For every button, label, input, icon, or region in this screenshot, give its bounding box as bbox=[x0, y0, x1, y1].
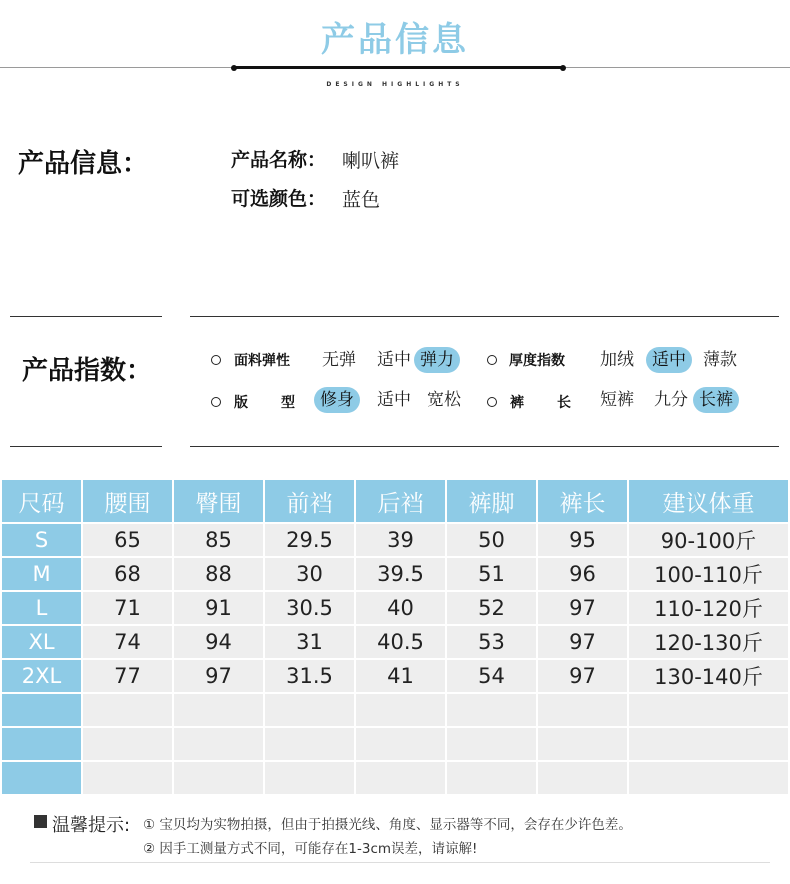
table-cell: 50 bbox=[447, 524, 536, 556]
empty-cell bbox=[265, 762, 354, 794]
table-cell: 77 bbox=[83, 660, 172, 692]
empty-cell bbox=[356, 694, 445, 726]
empty-cell bbox=[265, 728, 354, 760]
option-no-stretch: 无弹 bbox=[322, 350, 356, 370]
empty-cell bbox=[447, 694, 536, 726]
tips-label: 温馨提示: bbox=[52, 815, 131, 836]
empty-cell bbox=[2, 694, 81, 726]
table-cell: 52 bbox=[447, 592, 536, 624]
table-cell: 39 bbox=[356, 524, 445, 556]
header-waist: 腰围 bbox=[83, 480, 172, 522]
empty-cell bbox=[83, 694, 172, 726]
header-leg-opening: 裤脚 bbox=[447, 480, 536, 522]
product-name-key: 产品名称： bbox=[231, 149, 327, 171]
footer-divider bbox=[30, 862, 770, 863]
bullet-icon bbox=[487, 355, 497, 365]
header-back-rise: 后裆 bbox=[356, 480, 445, 522]
header-front-rise: 前裆 bbox=[265, 480, 354, 522]
option-stretch-selected: 弹力 bbox=[414, 347, 460, 373]
table-cell: 65 bbox=[83, 524, 172, 556]
size-cell: S bbox=[2, 524, 81, 556]
table-cell: 68 bbox=[83, 558, 172, 590]
table-cell: 130-140斤 bbox=[629, 660, 788, 692]
table-cell: 31 bbox=[265, 626, 354, 658]
product-index-heading: 产品指数： bbox=[22, 356, 153, 386]
empty-table-row bbox=[2, 694, 788, 726]
table-cell: 94 bbox=[174, 626, 263, 658]
table-cell: 95 bbox=[538, 524, 627, 556]
option-medium-stretch: 适中 bbox=[377, 350, 411, 370]
product-name-value: 喇叭裤 bbox=[342, 150, 400, 172]
empty-cell bbox=[538, 728, 627, 760]
option-fleece: 加绒 bbox=[600, 350, 634, 370]
header-length: 裤长 bbox=[538, 480, 627, 522]
color-options-key: 可选颜色： bbox=[231, 188, 327, 210]
empty-cell bbox=[83, 728, 172, 760]
empty-cell bbox=[356, 762, 445, 794]
design-highlights-caption: DESIGN HIGHLIGHTS bbox=[326, 81, 464, 88]
empty-cell bbox=[629, 694, 788, 726]
table-cell: 51 bbox=[447, 558, 536, 590]
tip-line-1: ① 宝贝均为实物拍摄，但由于拍摄光线、角度、显示器等不同，会存在少许色差。 bbox=[143, 817, 632, 833]
table-cell: 100-110斤 bbox=[629, 558, 788, 590]
divider-dot-left bbox=[231, 65, 237, 71]
table-row bbox=[2, 626, 788, 658]
table-cell: 96 bbox=[538, 558, 627, 590]
size-cell: 2XL bbox=[2, 660, 81, 692]
empty-cell bbox=[265, 694, 354, 726]
table-cell: 41 bbox=[356, 660, 445, 692]
index-divider-bottom-right bbox=[190, 446, 779, 447]
option-slim-selected: 修身 bbox=[314, 387, 360, 413]
table-row bbox=[2, 592, 788, 624]
option-medium-thickness-selected: 适中 bbox=[646, 347, 692, 373]
option-regular-fit: 适中 bbox=[377, 390, 411, 410]
tip-square-icon bbox=[34, 815, 47, 828]
empty-table-row bbox=[2, 728, 788, 760]
fit-key-char-1: 版 bbox=[234, 395, 248, 411]
option-full-length-selected: 长裤 bbox=[693, 387, 739, 413]
table-cell: 53 bbox=[447, 626, 536, 658]
empty-cell bbox=[174, 728, 263, 760]
table-row bbox=[2, 660, 788, 692]
option-loose: 宽松 bbox=[427, 390, 461, 410]
fit-key-char-2: 型 bbox=[281, 395, 295, 411]
empty-cell bbox=[447, 728, 536, 760]
empty-cell bbox=[538, 762, 627, 794]
empty-table-row bbox=[2, 762, 788, 794]
product-info-heading: 产品信息： bbox=[18, 149, 149, 179]
table-cell: 120-130斤 bbox=[629, 626, 788, 658]
fabric-elasticity-key: 面料弹性 bbox=[234, 353, 290, 369]
empty-cell bbox=[2, 728, 81, 760]
header-suggested-weight: 建议体重 bbox=[629, 480, 788, 522]
option-thin: 薄款 bbox=[703, 350, 737, 370]
table-cell: 91 bbox=[174, 592, 263, 624]
option-cropped: 九分 bbox=[654, 390, 688, 410]
thickness-key: 厚度指数 bbox=[509, 353, 565, 369]
empty-cell bbox=[629, 762, 788, 794]
option-shorts: 短裤 bbox=[600, 390, 634, 410]
table-cell: 97 bbox=[538, 626, 627, 658]
empty-cell bbox=[629, 728, 788, 760]
index-divider-top-left bbox=[10, 316, 162, 317]
table-cell: 40.5 bbox=[356, 626, 445, 658]
table-cell: 74 bbox=[83, 626, 172, 658]
bullet-icon bbox=[211, 397, 221, 407]
length-key-char-2: 长 bbox=[557, 395, 571, 411]
table-row bbox=[2, 524, 788, 556]
size-cell: M bbox=[2, 558, 81, 590]
table-cell: 97 bbox=[174, 660, 263, 692]
divider-dot-right bbox=[560, 65, 566, 71]
table-cell: 85 bbox=[174, 524, 263, 556]
empty-cell bbox=[538, 694, 627, 726]
index-divider-top-right bbox=[190, 316, 779, 317]
table-cell: 97 bbox=[538, 592, 627, 624]
size-chart-table bbox=[0, 478, 790, 796]
table-cell: 110-120斤 bbox=[629, 592, 788, 624]
size-cell: L bbox=[2, 592, 81, 624]
table-cell: 29.5 bbox=[265, 524, 354, 556]
empty-cell bbox=[83, 762, 172, 794]
table-cell: 71 bbox=[83, 592, 172, 624]
header-hip: 臀围 bbox=[174, 480, 263, 522]
empty-cell bbox=[2, 762, 81, 794]
table-cell: 39.5 bbox=[356, 558, 445, 590]
header-accent-bar bbox=[234, 66, 563, 69]
table-cell: 97 bbox=[538, 660, 627, 692]
table-cell: 31.5 bbox=[265, 660, 354, 692]
length-key-char-1: 裤 bbox=[510, 395, 524, 411]
index-divider-bottom-left bbox=[10, 446, 162, 447]
table-row bbox=[2, 558, 788, 590]
table-cell: 54 bbox=[447, 660, 536, 692]
table-header-row bbox=[2, 480, 788, 522]
tip-line-2: ② 因手工测量方式不同，可能存在1-3cm误差，请谅解! bbox=[143, 841, 478, 857]
empty-cell bbox=[174, 762, 263, 794]
empty-cell bbox=[447, 762, 536, 794]
empty-cell bbox=[356, 728, 445, 760]
empty-cell bbox=[174, 694, 263, 726]
bullet-icon bbox=[211, 355, 221, 365]
table-cell: 88 bbox=[174, 558, 263, 590]
table-cell: 30 bbox=[265, 558, 354, 590]
size-cell: XL bbox=[2, 626, 81, 658]
table-cell: 40 bbox=[356, 592, 445, 624]
table-cell: 90-100斤 bbox=[629, 524, 788, 556]
color-options-value: 蓝色 bbox=[342, 189, 381, 211]
page-title: 产品信息 bbox=[321, 20, 469, 60]
bullet-icon bbox=[487, 397, 497, 407]
header-size: 尺码 bbox=[2, 480, 81, 522]
table-cell: 30.5 bbox=[265, 592, 354, 624]
